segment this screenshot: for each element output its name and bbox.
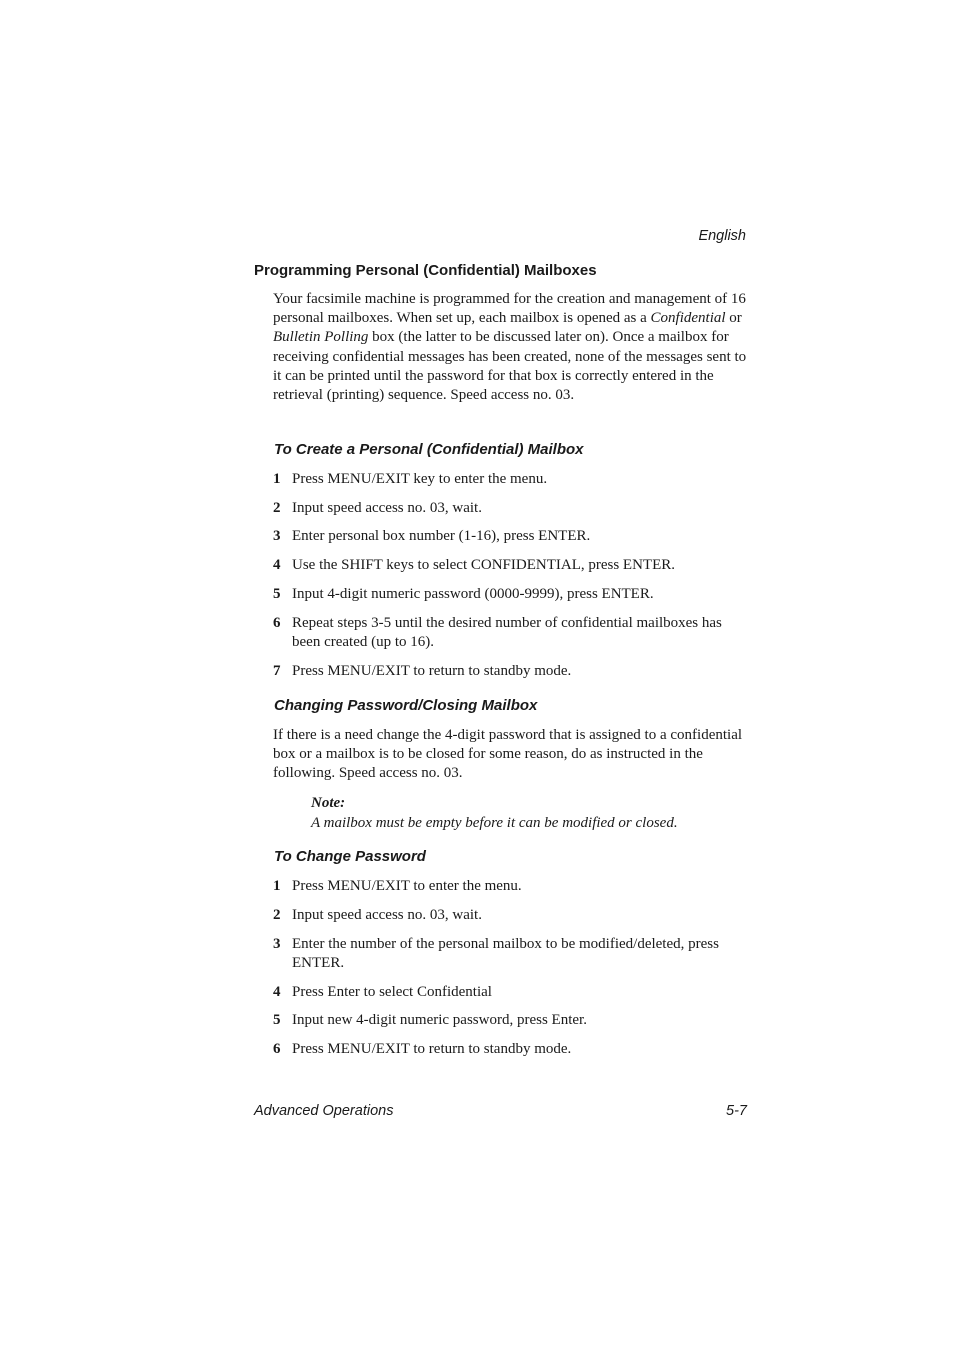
section-title: Programming Personal (Confidential) Mailboxes — [254, 262, 597, 279]
step-text: Input new 4-digit numeric password, press Enter. — [292, 1012, 587, 1028]
intro-text-1: Your facsimile machine is programmed for the creation and management of 16 personal mailboxes. When set up, each mailbox is opened as a — [273, 291, 746, 327]
change-step — [273, 906, 747, 925]
changing-password-title: Changing Password/Closing Mailbox — [274, 697, 538, 714]
header-language: English — [698, 228, 746, 244]
create-step — [273, 556, 747, 575]
footer-page-number: 5-7 — [726, 1103, 747, 1119]
step-text: Press MENU/EXIT to return to standby mode. — [292, 663, 572, 679]
step-text: Press Enter to select Confidential — [292, 984, 492, 1000]
intro-text-2: box (the latter to be discussed later on). Once a mailbox for receiving confidential messages has been created, none of the messages sent to it can be printed until the password for that box is correctly entered in the retrieval (printing) sequence. Speed access no. 03. — [273, 329, 747, 404]
step-number: 2 — [273, 907, 281, 923]
footer-section-name: Advanced Operations — [254, 1103, 394, 1119]
create-step — [273, 527, 747, 546]
step-number: 3 — [273, 528, 281, 544]
step-number: 2 — [273, 500, 281, 516]
step-text: Input speed access no. 03, wait. — [292, 500, 482, 516]
change-step — [273, 935, 747, 973]
note — [311, 793, 678, 833]
change-password-title: To Change Password — [274, 848, 426, 865]
step-number: 7 — [273, 663, 281, 679]
step-number: 1 — [273, 471, 281, 487]
step-number: 4 — [273, 557, 281, 573]
confidential-term: Confidential — [650, 310, 726, 327]
intro-or: or — [729, 310, 742, 327]
step-number: 5 — [273, 586, 281, 602]
create-mailbox-title: To Create a Personal (Confidential) Mailbox — [274, 441, 584, 458]
step-text: Enter the number of the personal mailbox to be modified/deleted, press ENTER. — [292, 936, 719, 972]
step-text: Press MENU/EXIT to return to standby mode. — [292, 1041, 572, 1057]
step-number: 6 — [273, 1041, 281, 1057]
change-step — [273, 983, 747, 1002]
note-label: Note: — [311, 795, 346, 811]
create-step — [273, 470, 747, 489]
note-text: A mailbox must be empty before it can be modified or closed. — [311, 815, 678, 831]
change-step — [273, 1011, 747, 1030]
step-text: Press MENU/EXIT key to enter the menu. — [292, 471, 548, 487]
step-number: 6 — [273, 615, 281, 631]
step-text: Press MENU/EXIT to enter the menu. — [292, 878, 522, 894]
change-step — [273, 877, 747, 896]
step-text: Enter personal box number (1-16), press ENTER. — [292, 528, 591, 544]
create-step — [273, 662, 747, 681]
step-number: 4 — [273, 984, 281, 1000]
change-step — [273, 1040, 747, 1059]
bulletin-polling-term: Bulletin Polling — [273, 329, 369, 346]
create-step — [273, 614, 747, 652]
step-text: Input 4-digit numeric password (0000-9999), press ENTER. — [292, 586, 654, 602]
step-number: 3 — [273, 936, 281, 952]
step-number: 1 — [273, 878, 281, 894]
step-text: Input speed access no. 03, wait. — [292, 907, 482, 923]
step-text: Use the SHIFT keys to select CONFIDENTIAL, press ENTER. — [292, 557, 676, 573]
create-step — [273, 499, 747, 518]
changing-paragraph: If there is a need change the 4-digit password that is assigned to a confidential box or a mailbox is to be closed for some reason, do as instructed in the following. Speed access no. 03. — [273, 727, 743, 782]
step-text: Repeat steps 3-5 until the desired number of confidential mailboxes has been created (up to 16). — [292, 615, 722, 651]
create-step — [273, 585, 747, 604]
intro-paragraph — [273, 290, 747, 405]
step-number: 5 — [273, 1012, 281, 1028]
